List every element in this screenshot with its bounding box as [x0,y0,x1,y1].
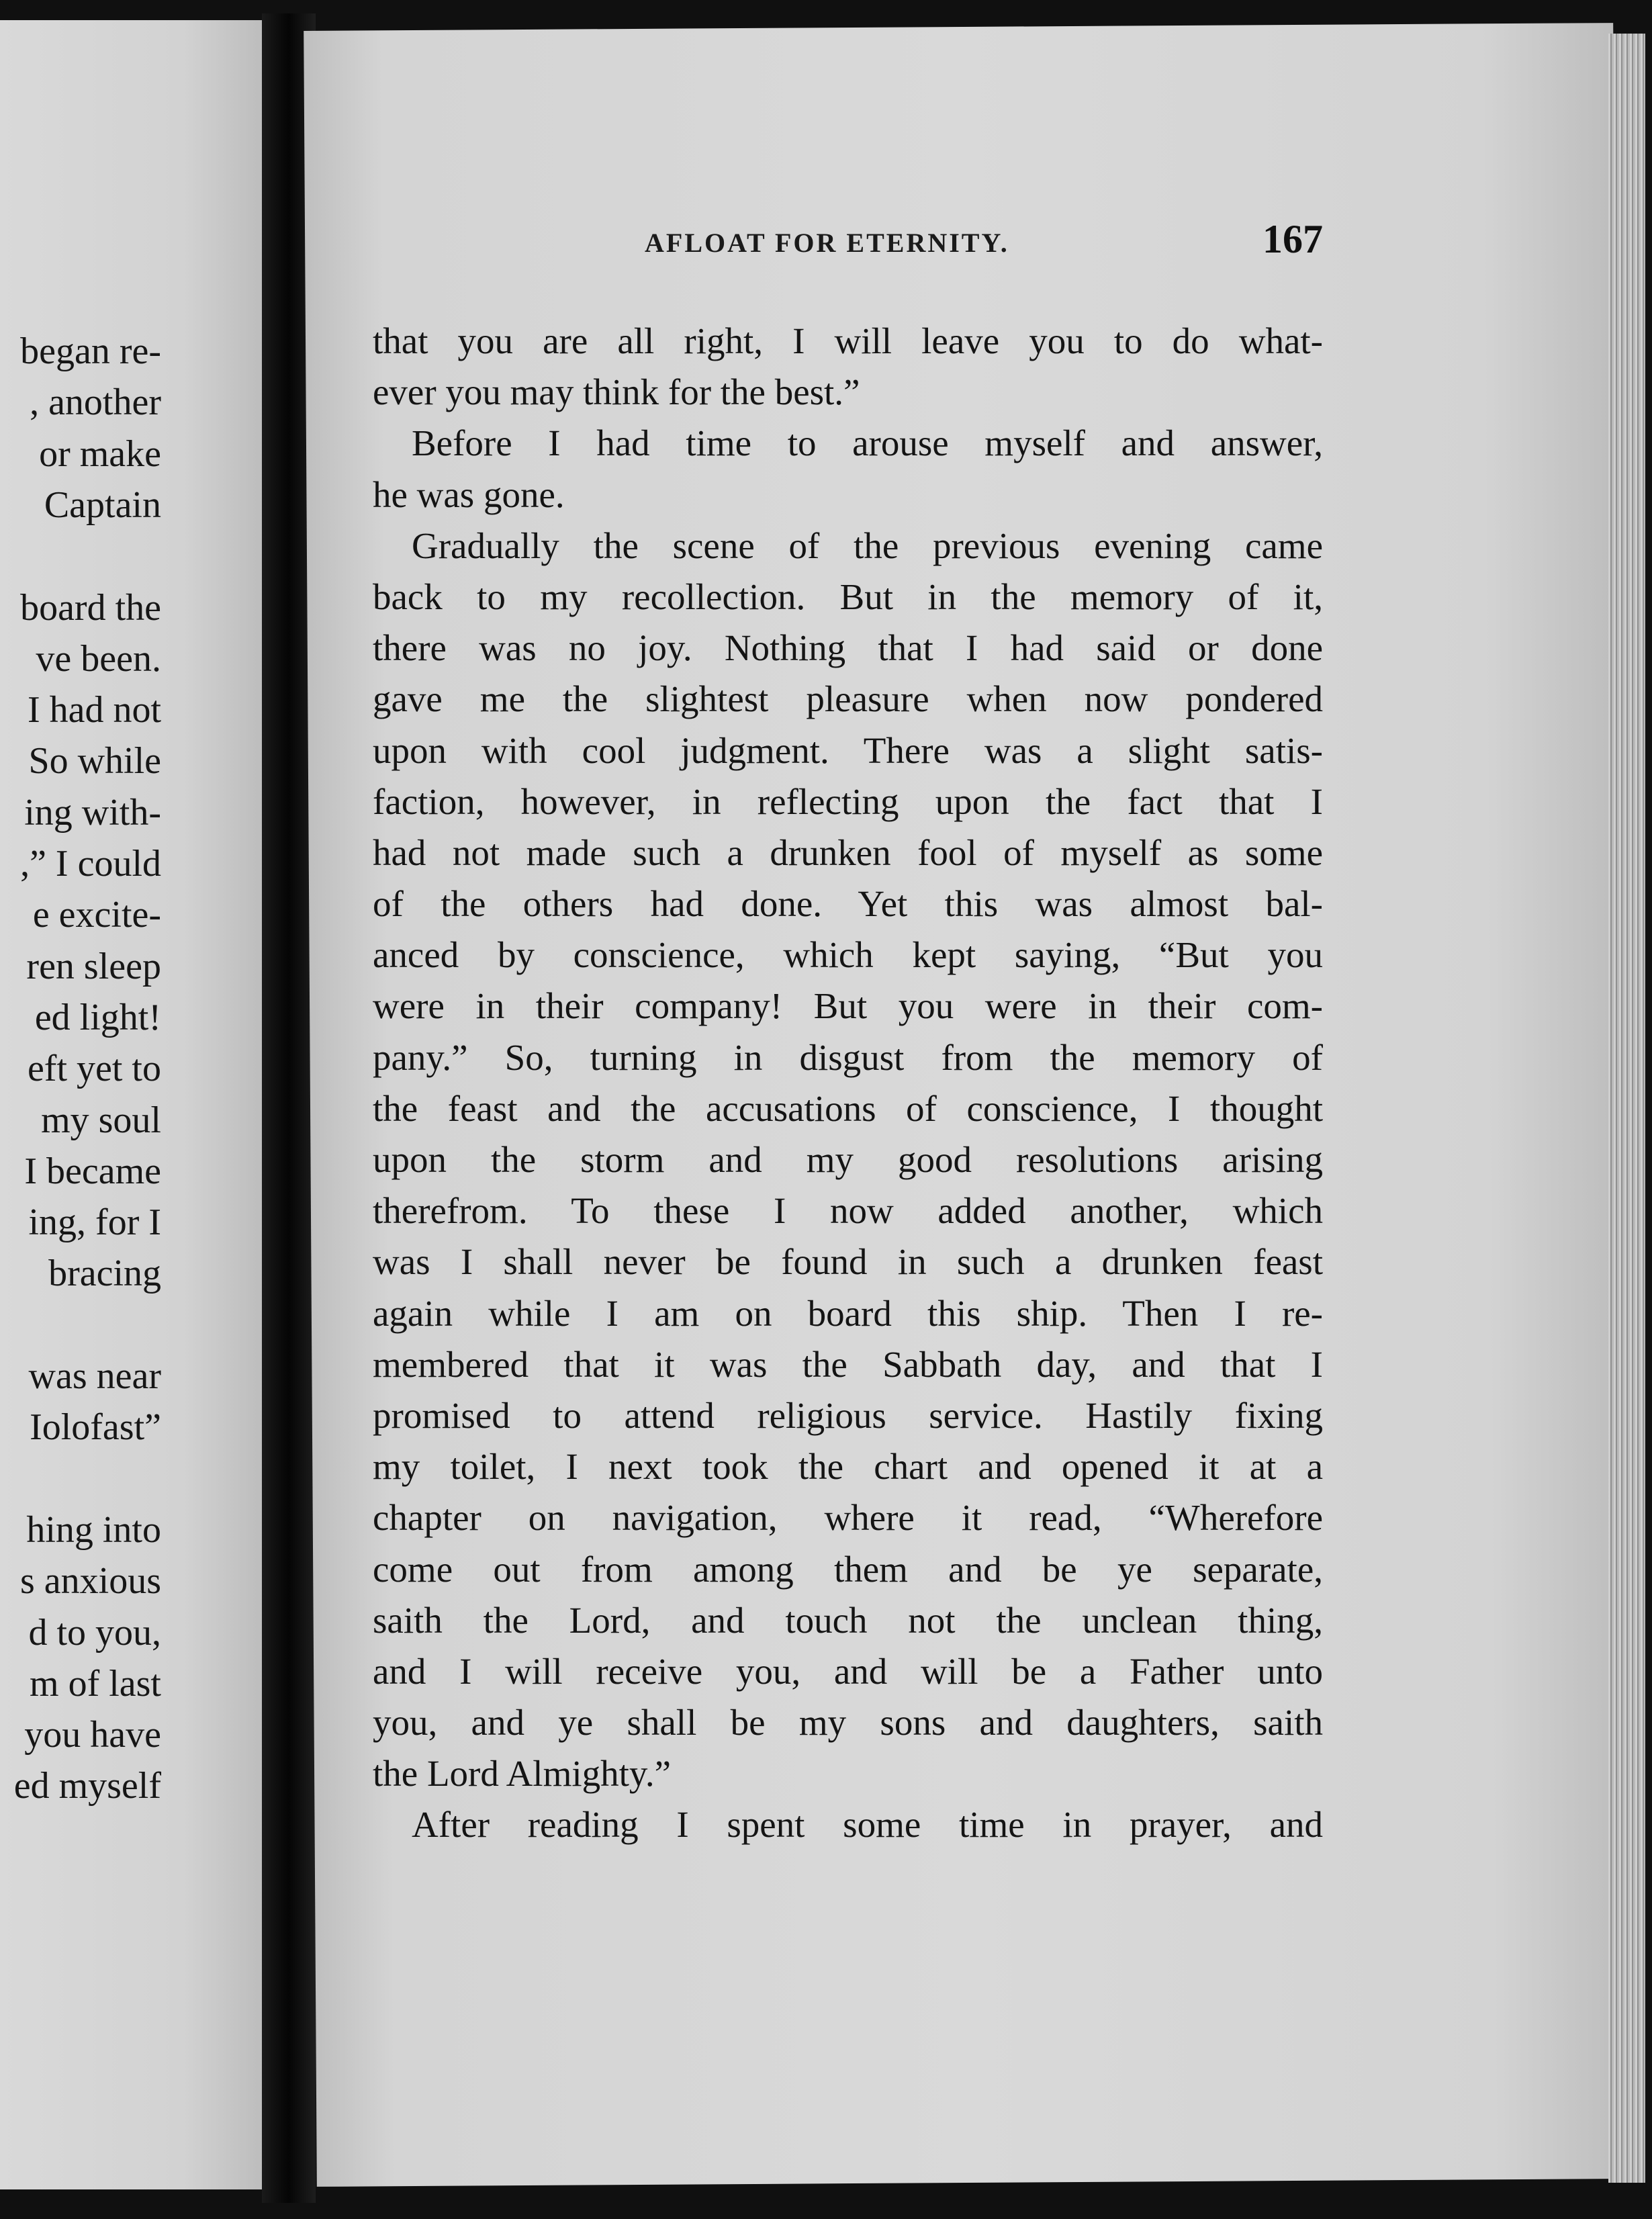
text-line: back to my recollection. But in the memory of it, [373,576,1323,617]
running-title: AFLOAT FOR ETERNITY. [645,228,1009,258]
left-page-fragment: board the [20,586,161,629]
left-page-fragment: I had not [27,689,161,731]
text-line: After reading I spent some time in prayer, and [412,1804,1323,1846]
left-page-fragment: bracing [48,1253,161,1295]
left-page-fragment: Iolofast” [30,1406,161,1449]
text-line: chapter on navigation, where it read, “Wherefore [373,1497,1323,1539]
left-page-fragment: , another [30,381,161,424]
text-line: were in their company! But you were in their com- [373,985,1323,1027]
text-line: you, and ye shall be my sons and daughters, saith [373,1702,1323,1744]
text-line: upon the storm and my good resolutions arising [373,1139,1323,1180]
left-page-fragment: d to you, [28,1611,161,1654]
text-line: upon with cool judgment. There was a slight satis- [373,729,1323,771]
left-page-fragment: ing with- [24,791,161,833]
text-line: the feast and the accusations of conscience, I thought [373,1087,1323,1129]
left-facing-page [0,20,262,2189]
page-number: 167 [1263,217,1323,261]
text-line: had not made such a drunken fool of myself as some [373,831,1323,873]
text-line: membered that it was the Sabbath day, and that I [373,1343,1323,1385]
left-page-fragment: I became [24,1150,161,1192]
text-line: was I shall never be found in such a drunken feast [373,1241,1323,1283]
text-line: there was no joy. Nothing that I had said or done [373,627,1323,669]
page-header [336,214,1323,267]
left-page-fragment: ed myself [13,1765,161,1807]
text-line: he was gone. [373,473,565,515]
text-line: the Lord Almighty.” [373,1753,672,1795]
left-page-fragment: ,” I could [20,843,161,885]
text-line: Gradually the scene of the previous evening came [412,525,1323,566]
left-page-fragment: Captain [44,484,161,526]
left-page-fragment: my soul [41,1099,161,1141]
text-line: come out from among them and be ye separate, [373,1548,1323,1590]
text-line: Before I had time to arouse myself and answer, [412,422,1323,464]
text-line: anced by conscience, which kept saying, “But you [373,934,1323,976]
left-page-fragment: ed light! [34,996,161,1038]
left-page-fragment: ren sleep [26,945,161,987]
text-line: again while I am on board this ship. Then I re- [373,1292,1323,1334]
left-page-fragment: ing, for I [28,1202,161,1244]
left-page-fragment: m of last [30,1662,161,1705]
left-page-fragment: hing into [26,1508,161,1551]
page-edge [1608,34,1645,2183]
text-line: my toilet, I next took the chart and opened it at a [373,1446,1323,1488]
left-page-fragment: or make [39,433,161,475]
text-line: therefrom. To these I now added another, which [373,1190,1323,1232]
text-line: ever you may think for the best.” [373,371,860,413]
left-page-fragment: So while [28,740,161,782]
text-line: faction, however, in reflecting upon the fact that I [373,780,1323,822]
text-line: promised to attend religious service. Hastily fixing [373,1394,1323,1436]
left-page-fragment: s anxious [20,1560,161,1602]
left-page-fragment: ve been. [36,637,161,680]
text-line: that you are all right, I will leave you to do what- [373,320,1323,361]
text-line: of the others had done. Yet this was almost bal- [373,883,1323,925]
left-page-fragment: was near [28,1355,161,1397]
text-line: pany.” So, turning in disgust from the memory of [373,1036,1323,1078]
left-page-fragment: eft yet to [27,1048,161,1090]
left-page-fragment: began re- [20,330,161,372]
text-line: saith the Lord, and touch not the unclean thing, [373,1599,1323,1641]
body-text [373,316,1323,1851]
text-line: and I will receive you, and will be a Father unto [373,1650,1323,1692]
left-page-fragment: e excite- [32,894,161,936]
text-line: gave me the slightest pleasure when now pondered [373,678,1323,720]
left-page-fragment: you have [24,1714,161,1756]
